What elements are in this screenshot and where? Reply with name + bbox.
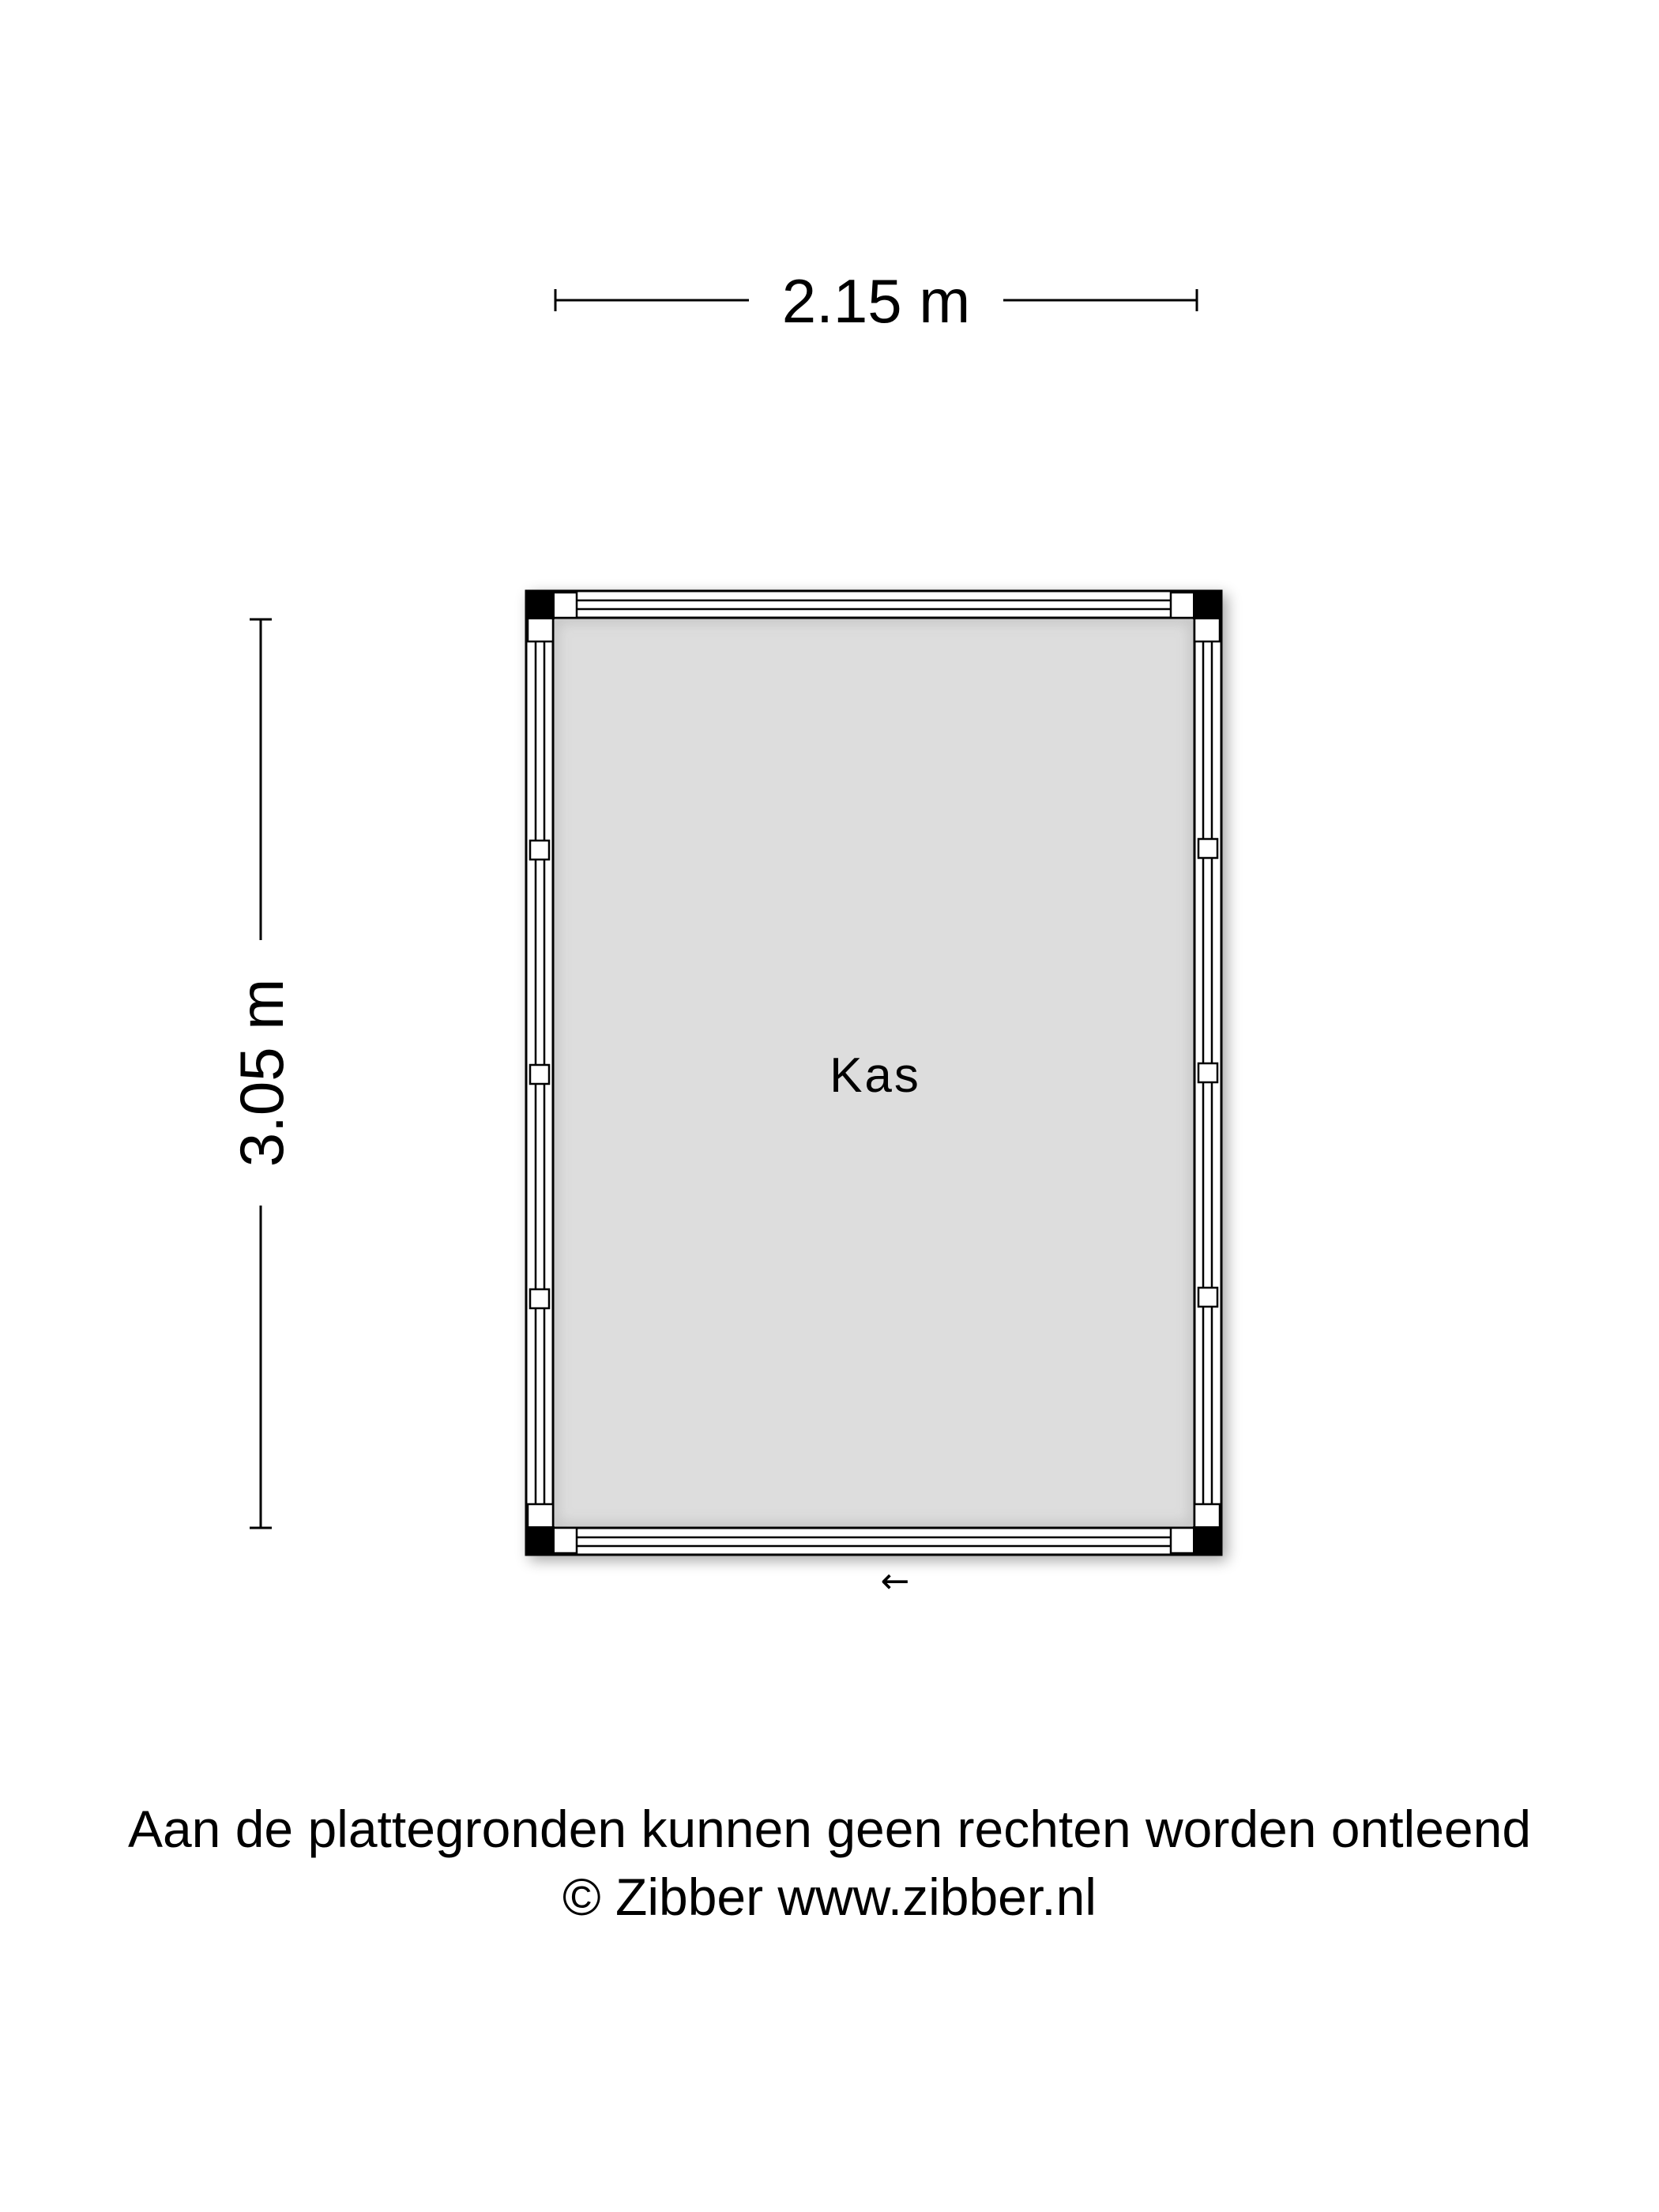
- footer: [0, 1795, 1659, 1931]
- disclaimer-text: Aan de plattegronden kunnen geen rechten worden ontleend: [127, 1800, 1532, 1858]
- width-dimension: [555, 266, 1197, 336]
- corner-post-top-left: [526, 591, 555, 619]
- corner-post-bottom-left: [526, 1526, 555, 1555]
- corner-post-bottom-right: [1193, 1526, 1221, 1555]
- right-mullion-2: [1198, 1063, 1217, 1082]
- right-mullion-1: [1198, 839, 1217, 858]
- entrance-arrow: ←: [880, 1561, 910, 1601]
- left-mullion-2: [530, 1065, 549, 1084]
- greenhouse: [526, 591, 1221, 1601]
- height-dimension: [227, 619, 296, 1528]
- left-mullion-3: [530, 1289, 549, 1308]
- copyright-text: © Zibber www.zibber.nl: [562, 1868, 1097, 1926]
- width-label: 2.15 m: [781, 266, 971, 336]
- left-mullion-1: [530, 841, 549, 860]
- corner-post-top-right: [1193, 591, 1221, 619]
- right-mullion-3: [1198, 1288, 1217, 1307]
- room-label: Kas: [830, 1048, 921, 1103]
- height-label: 3.05 m: [227, 978, 296, 1168]
